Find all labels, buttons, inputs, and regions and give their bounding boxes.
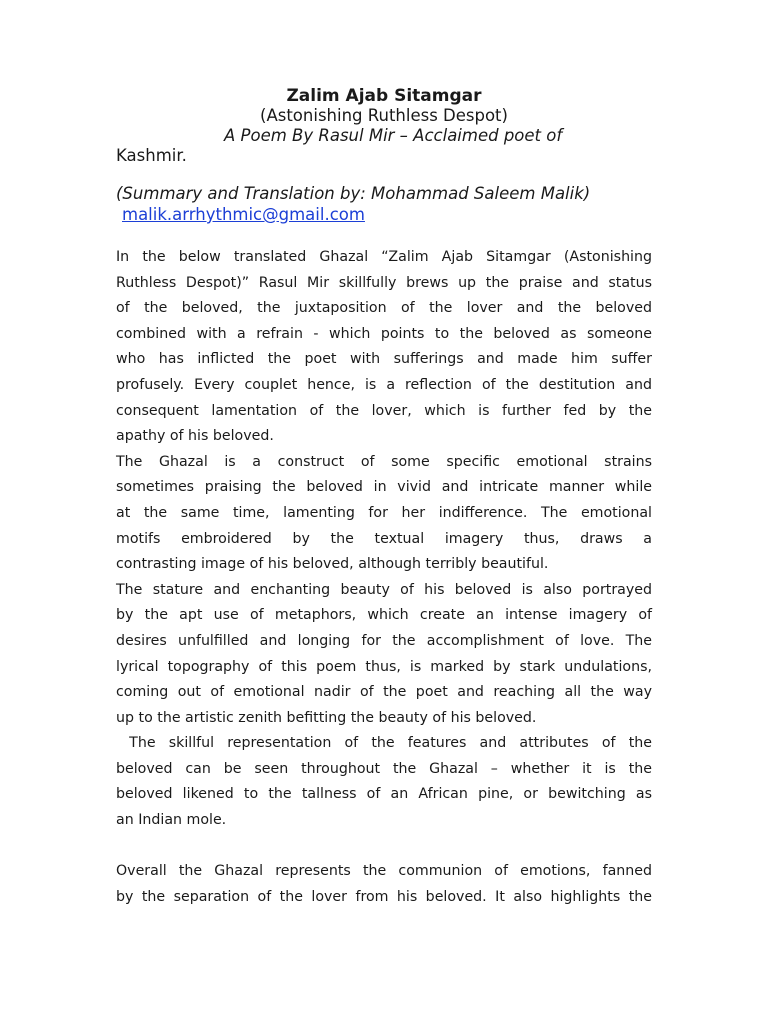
paragraph-line: who has inflicted the poet with sufferings and made him suffer	[116, 351, 652, 368]
email-link[interactable]: malik.arrhythmic@gmail.com	[122, 205, 365, 224]
paragraph	[116, 245, 652, 450]
paragraph-line: In the below translated Ghazal “Zalim Ajab Sitamgar (Astonishing	[116, 249, 652, 265]
byline-line-2: Kashmir.	[116, 146, 187, 165]
paragraph-line: up to the artistic zenith befitting the beauty of his beloved.	[116, 709, 537, 726]
paragraph-line: apathy of his beloved.	[116, 428, 274, 445]
email-container	[122, 205, 658, 225]
paragraph-line: coming out of emotional nadir of the poet and reaching all the way	[116, 684, 652, 701]
paragraph-line: motifs embroidered by the textual imagery thus, draws a	[116, 530, 652, 547]
paragraph	[116, 731, 652, 833]
paragraph-line: profusely. Every couplet hence, is a reflection of the destitution and	[116, 376, 652, 393]
paragraph-line: combined with a refrain - which points to the beloved as someone	[116, 325, 652, 342]
paragraph-line: desires unfulfilled and longing for the accomplishment of love. The	[116, 632, 652, 649]
paragraph-line: The stature and enchanting beauty of his beloved is also portrayed	[116, 581, 652, 598]
paragraph-line: consequent lamentation of the lover, which is further fed by the	[116, 402, 652, 419]
paragraph-line: lyrical topography of this poem thus, is marked by stark undulations,	[116, 658, 652, 675]
paragraph-line: Ruthless Despot)” Rasul Mir skillfully brews up the praise and status	[116, 274, 652, 291]
paragraph-line: contrasting image of his beloved, although terribly beautiful.	[116, 556, 549, 573]
paragraph-line: by the apt use of metaphors, which create an intense imagery of	[116, 607, 652, 624]
paragraph	[116, 450, 652, 578]
poem-byline	[116, 126, 652, 166]
paragraph-line: an Indian mole.	[116, 812, 227, 829]
paragraph-line: at the same time, lamenting for her indifference. The emotional	[116, 504, 652, 521]
paragraph-line: Overall the Ghazal represents the communion of emotions, fanned	[116, 863, 652, 880]
paragraph-line: by the separation of the lover from his beloved. It also highlights the	[116, 888, 652, 905]
paragraph	[116, 578, 652, 732]
poem-subtitle: (Astonishing Ruthless Despot)	[260, 106, 508, 125]
paragraph-line: sometimes praising the beloved in vivid and intricate manner while	[116, 479, 652, 496]
paragraph-line: beloved can be seen throughout the Ghazal – whether it is the	[116, 760, 652, 777]
paragraph-line: beloved likened to the tallness of an African pine, or bewitching as	[116, 786, 652, 803]
paragraph-line: The Ghazal is a construct of some specific emotional strains	[116, 453, 652, 470]
poem-title: Zalim Ajab Sitamgar	[286, 86, 482, 106]
paragraph-line: The skillful representation of the features and attributes of the	[116, 735, 652, 752]
summary-body	[116, 245, 652, 910]
byline-line-1: A Poem By Rasul Mir – Acclaimed poet of	[224, 126, 563, 145]
paragraph-gap	[116, 834, 652, 860]
paragraph-line: of the beloved, the juxtaposition of the lover and the beloved	[116, 300, 652, 317]
paragraph	[116, 859, 652, 910]
translator-credit: (Summary and Translation by: Mohammad Saleem Malik)	[116, 184, 591, 203]
